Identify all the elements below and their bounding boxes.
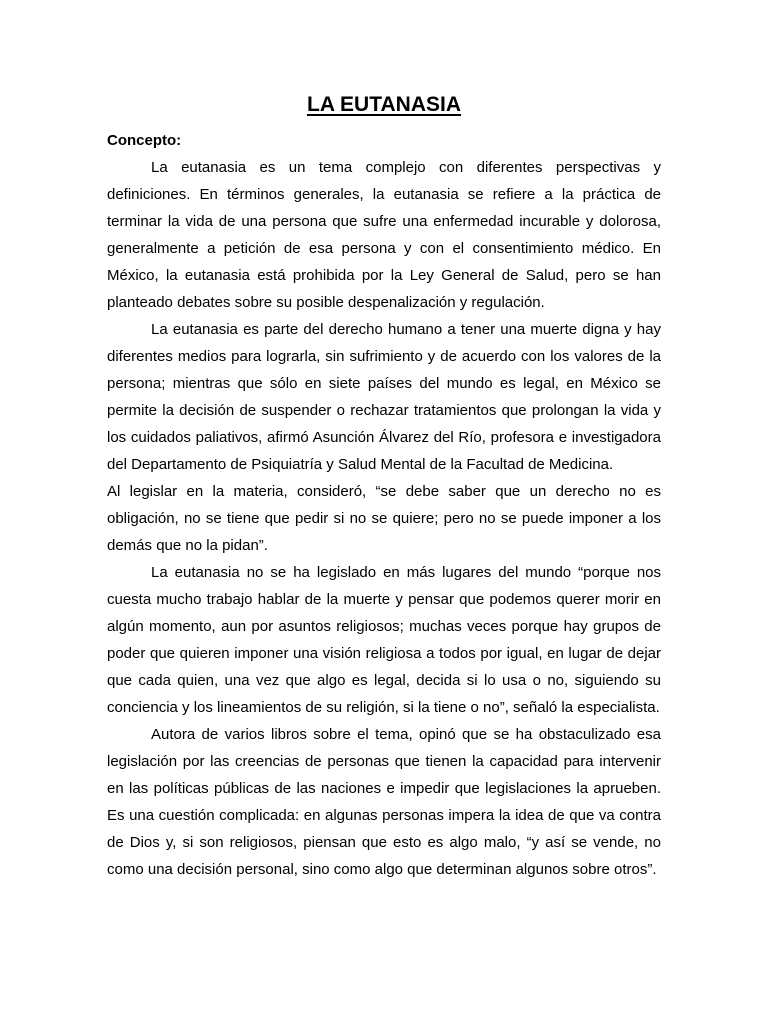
document-title: LA EUTANASIA bbox=[307, 93, 461, 116]
paragraph-4: La eutanasia no se ha legislado en más lugares del mundo “porque nos cuesta mucho trabajo hablar de la muerte y pensar que podemos querer morir en algún momento, aun por asuntos religiosos; muchas veces porque hay grupos de poder que quieren imponer una visión religiosa a todos por igual, en lugar de dejar que cada quien, una vez que algo es legal, decida si lo usa o no, siguiendo su conciencia y los lineamientos de su religión, si la tiene o no”, señaló la especialista. bbox=[107, 564, 661, 716]
document-body bbox=[107, 127, 661, 883]
paragraph-3: Al legislar en la materia, consideró, “se debe saber que un derecho no es obligación, no se tiene que pedir si no se quiere; pero no se puede imponer a los demás que no la pidan”. bbox=[107, 483, 661, 554]
paragraph-1: La eutanasia es un tema complejo con diferentes perspectivas y definiciones. En términos generales, la eutanasia se refiere a la práctica de terminar la vida de una persona que sufre una enfermedad incurable y dolorosa, generalmente a petición de esa persona y con el consentimiento médico. En México, la eutanasia está prohibida por la Ley General de Salud, pero se han planteado debates sobre su posible despenalización y regulación. bbox=[107, 159, 661, 311]
paragraph-2: La eutanasia es parte del derecho humano a tener una muerte digna y hay diferentes medios para lograrla, sin sufrimiento y de acuerdo con los valores de la persona; mientras que sólo en siete países del mundo es legal, en México se permite la decisión de suspender o rechazar tratamientos que prolongan la vida y los cuidados paliativos, afirmó Asunción Álvarez del Río, profesora e investigadora del Departamento de Psiquiatría y Salud Mental de la Facultad de Medicina. bbox=[107, 321, 661, 473]
paragraph-5: Autora de varios libros sobre el tema, opinó que se ha obstaculizado esa legislación por las creencias de personas que tienen la capacidad para intervenir en las políticas públicas de las naciones e impedir que legislaciones la aprueben. Es una cuestión complicada: en algunas personas impera la idea de que va contra de Dios y, si son religiosos, piensan que esto es algo malo, “y así se vende, no como una decisión personal, sino como algo que determinan algunos sobre otros”. bbox=[107, 726, 661, 878]
section-label-concepto: Concepto: bbox=[107, 132, 182, 149]
